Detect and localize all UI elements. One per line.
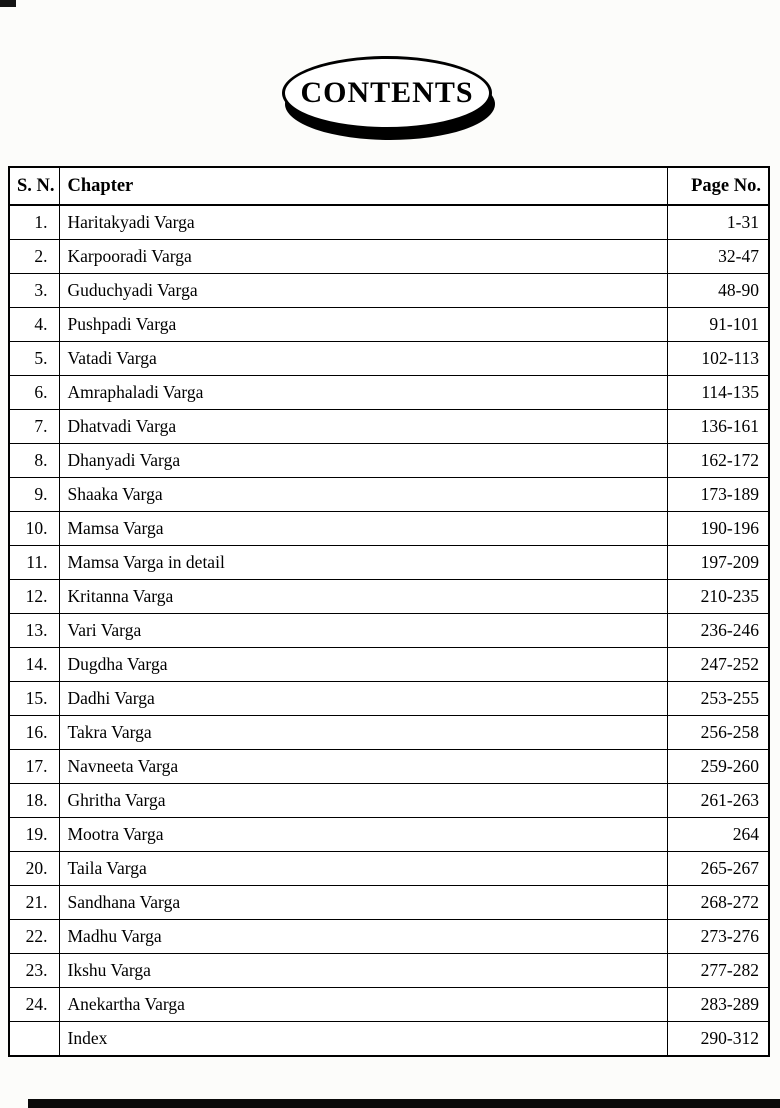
toc-row — [9, 852, 769, 886]
toc-row — [9, 784, 769, 818]
toc-row — [9, 342, 769, 376]
title-oval — [282, 56, 492, 130]
chapter-name-cell: Vatadi Varga — [59, 342, 667, 376]
serial-number-cell: 24. — [9, 988, 59, 1022]
toc-row — [9, 886, 769, 920]
header-page-no: Page No. — [667, 167, 769, 205]
serial-number-cell: 18. — [9, 784, 59, 818]
toc-row — [9, 818, 769, 852]
page-range-cell: 197-209 — [667, 546, 769, 580]
page-range-cell: 102-113 — [667, 342, 769, 376]
chapter-name-cell: Pushpadi Varga — [59, 308, 667, 342]
toc-row — [9, 1022, 769, 1057]
serial-number-cell: 13. — [9, 614, 59, 648]
page-range-cell: 265-267 — [667, 852, 769, 886]
page-range-cell: 247-252 — [667, 648, 769, 682]
chapter-name-cell: Dugdha Varga — [59, 648, 667, 682]
toc-row — [9, 716, 769, 750]
scan-artifact-top-left — [0, 0, 16, 7]
toc-row — [9, 546, 769, 580]
header-sn: S. N. — [9, 167, 59, 205]
page-range-cell: 259-260 — [667, 750, 769, 784]
toc-row — [9, 580, 769, 614]
chapter-name-cell: Ghritha Varga — [59, 784, 667, 818]
toc-row — [9, 308, 769, 342]
page-range-cell: 48-90 — [667, 274, 769, 308]
header-row — [9, 167, 769, 205]
chapter-name-cell: Mamsa Varga in detail — [59, 546, 667, 580]
serial-number-cell: 1. — [9, 205, 59, 240]
toc-row — [9, 240, 769, 274]
serial-number-cell: 19. — [9, 818, 59, 852]
toc-row — [9, 410, 769, 444]
header-chapter: Chapter — [59, 167, 667, 205]
serial-number-cell: 16. — [9, 716, 59, 750]
chapter-name-cell: Sandhana Varga — [59, 886, 667, 920]
chapter-name-cell: Haritakyadi Varga — [59, 205, 667, 240]
chapter-name-cell: Amraphaladi Varga — [59, 376, 667, 410]
chapter-name-cell: Mootra Varga — [59, 818, 667, 852]
serial-number-cell: 14. — [9, 648, 59, 682]
toc-row — [9, 954, 769, 988]
toc-row — [9, 274, 769, 308]
contents-table — [8, 166, 770, 1057]
chapter-name-cell: Index — [59, 1022, 667, 1057]
page-range-cell: 273-276 — [667, 920, 769, 954]
serial-number-cell: 22. — [9, 920, 59, 954]
chapter-name-cell: Taila Varga — [59, 852, 667, 886]
page-range-cell: 190-196 — [667, 512, 769, 546]
toc-row — [9, 750, 769, 784]
page-range-cell: 290-312 — [667, 1022, 769, 1057]
toc-body — [9, 205, 769, 1056]
page-range-cell: 1-31 — [667, 205, 769, 240]
page-range-cell: 264 — [667, 818, 769, 852]
chapter-name-cell: Dhanyadi Varga — [59, 444, 667, 478]
serial-number-cell: 17. — [9, 750, 59, 784]
serial-number-cell: 11. — [9, 546, 59, 580]
serial-number-cell: 23. — [9, 954, 59, 988]
serial-number-cell: 4. — [9, 308, 59, 342]
serial-number-cell: 15. — [9, 682, 59, 716]
toc-row — [9, 988, 769, 1022]
chapter-name-cell: Vari Varga — [59, 614, 667, 648]
page-range-cell: 173-189 — [667, 478, 769, 512]
serial-number-cell: 6. — [9, 376, 59, 410]
chapter-name-cell: Navneeta Varga — [59, 750, 667, 784]
chapter-name-cell: Anekartha Varga — [59, 988, 667, 1022]
toc-row — [9, 512, 769, 546]
page-range-cell: 253-255 — [667, 682, 769, 716]
chapter-name-cell: Kritanna Varga — [59, 580, 667, 614]
page-range-cell: 256-258 — [667, 716, 769, 750]
serial-number-cell: 5. — [9, 342, 59, 376]
serial-number-cell: 12. — [9, 580, 59, 614]
page-range-cell: 277-282 — [667, 954, 769, 988]
page-range-cell: 32-47 — [667, 240, 769, 274]
chapter-name-cell: Ikshu Varga — [59, 954, 667, 988]
toc-row — [9, 920, 769, 954]
page-range-cell: 136-161 — [667, 410, 769, 444]
chapter-name-cell: Madhu Varga — [59, 920, 667, 954]
chapter-name-cell: Dadhi Varga — [59, 682, 667, 716]
serial-number-cell: 21. — [9, 886, 59, 920]
page-range-cell: 261-263 — [667, 784, 769, 818]
serial-number-cell — [9, 1022, 59, 1057]
page-range-cell: 236-246 — [667, 614, 769, 648]
page-range-cell: 114-135 — [667, 376, 769, 410]
title-badge — [282, 56, 498, 144]
serial-number-cell: 9. — [9, 478, 59, 512]
scan-artifact-bottom — [28, 1099, 780, 1108]
toc-row — [9, 614, 769, 648]
toc-row — [9, 648, 769, 682]
serial-number-cell: 20. — [9, 852, 59, 886]
serial-number-cell: 3. — [9, 274, 59, 308]
chapter-name-cell: Mamsa Varga — [59, 512, 667, 546]
toc-row — [9, 444, 769, 478]
toc-row — [9, 478, 769, 512]
page-range-cell: 210-235 — [667, 580, 769, 614]
page-range-cell: 91-101 — [667, 308, 769, 342]
toc-row — [9, 205, 769, 240]
title-banner — [0, 56, 780, 144]
serial-number-cell: 10. — [9, 512, 59, 546]
chapter-name-cell: Karpooradi Varga — [59, 240, 667, 274]
chapter-name-cell: Takra Varga — [59, 716, 667, 750]
toc-row — [9, 376, 769, 410]
serial-number-cell: 8. — [9, 444, 59, 478]
page-range-cell: 268-272 — [667, 886, 769, 920]
chapter-name-cell: Dhatvadi Varga — [59, 410, 667, 444]
serial-number-cell: 2. — [9, 240, 59, 274]
page-range-cell: 283-289 — [667, 988, 769, 1022]
page-range-cell: 162-172 — [667, 444, 769, 478]
chapter-name-cell: Guduchyadi Varga — [59, 274, 667, 308]
page-title: CONTENTS — [300, 76, 474, 109]
serial-number-cell: 7. — [9, 410, 59, 444]
toc-row — [9, 682, 769, 716]
chapter-name-cell: Shaaka Varga — [59, 478, 667, 512]
